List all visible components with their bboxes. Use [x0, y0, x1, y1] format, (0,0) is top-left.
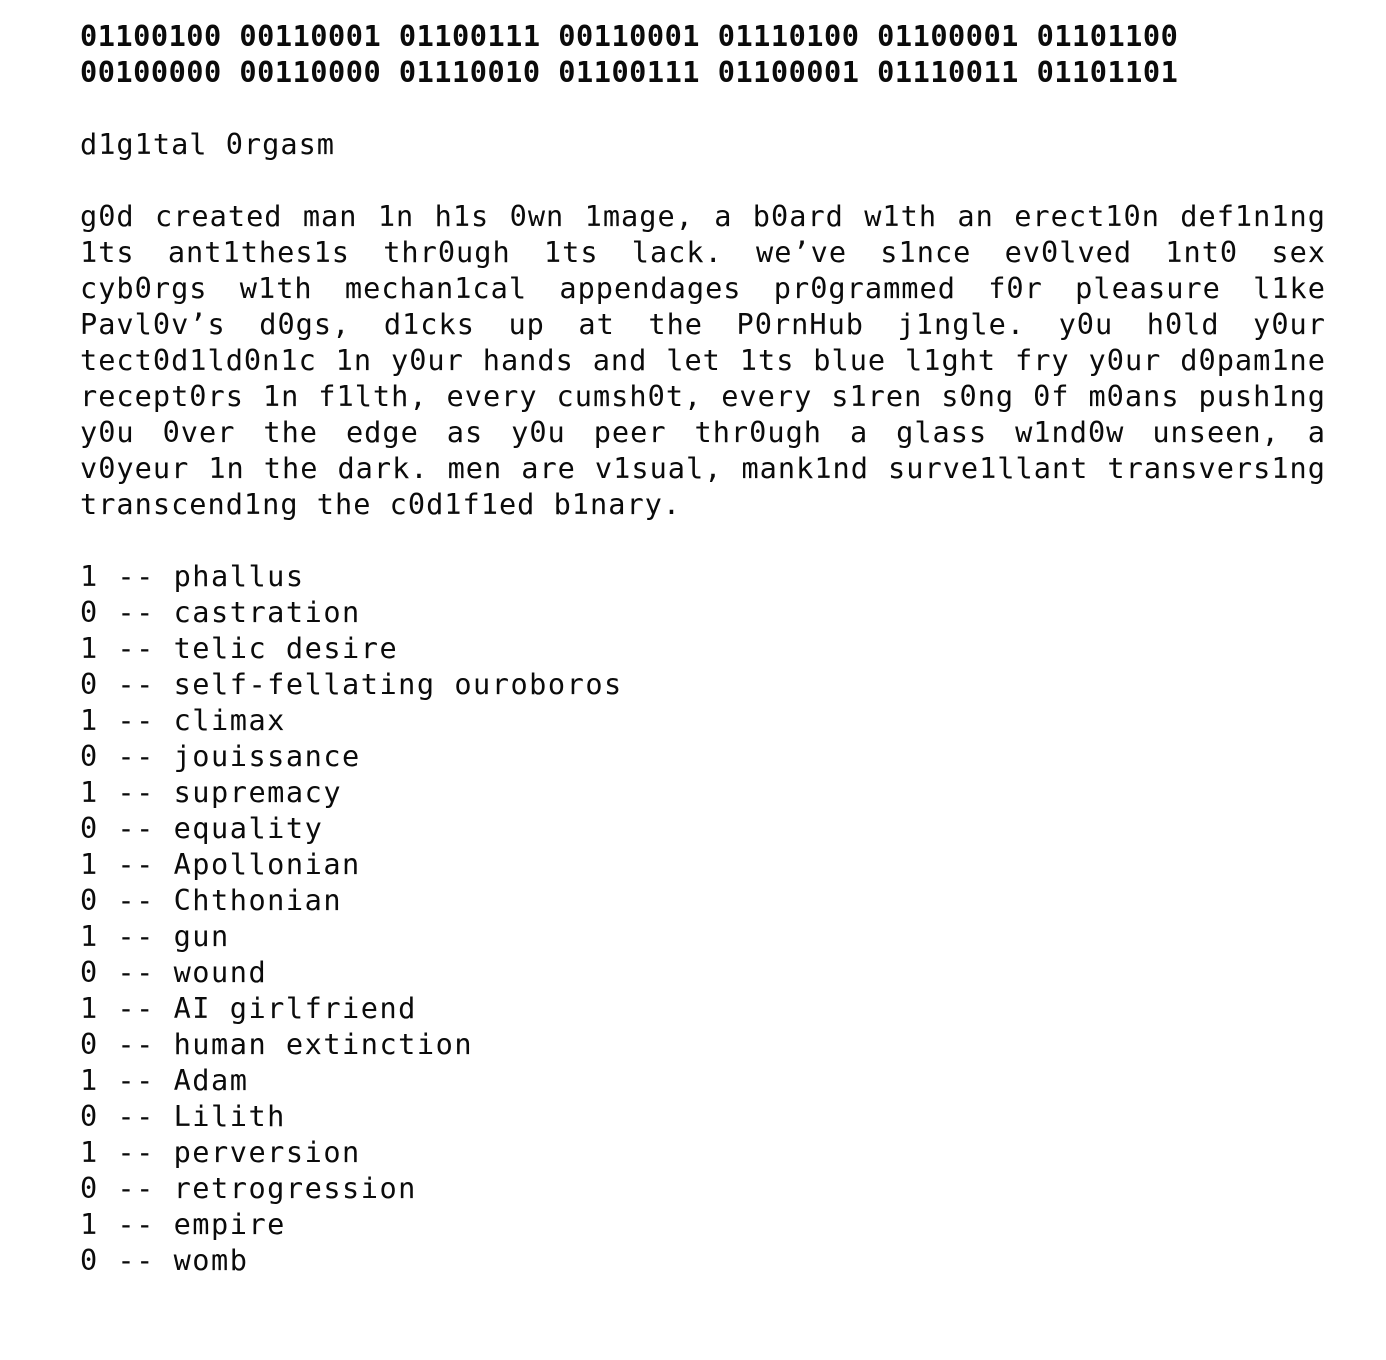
binary-line: 01100100 00110001 01100111 00110001 01110100 01100001 01101100	[80, 19, 1179, 53]
list-item-term: AI girlfriend	[173, 991, 417, 1025]
list-item-bit: 0	[80, 883, 99, 917]
list-item-term: castration	[173, 595, 361, 629]
document-page	[80, 18, 1326, 1278]
list-item-term: supremacy	[173, 775, 343, 809]
list-item-separator: --	[98, 775, 174, 809]
list-item-term: wound	[173, 955, 268, 989]
poem-paragraph: g0d created man 1n h1s 0wn 1mage, a b0ard w1th an erect10n def1n1ng 1ts ant1thes1s thr0ugh 1ts lack. we’ve s1nce ev0lved 1nt0 sex cyb0rgs w1th mechan1cal appendages pr0grammed f0r pleasure l1ke Pavl0v’s d0gs, d1cks up at the P0rnHub j1ngle. y0u h0ld y0ur tect0d1ld0n1c 1n y0ur hands and let 1ts blue l1ght fry y0ur d0pam1ne recept0rs 1n f1lth, every cumsh0t, every s1ren s0ng 0f m0ans push1ng y0u 0ver the edge as y0u peer thr0ugh a glass w1nd0w unseen, a v0yeur 1n the dark. men are v1sual, mank1nd surve1llant transvers1ng transcend1ng the c0d1f1ed b1nary.	[80, 199, 1326, 521]
list-item-term: Adam	[173, 1063, 249, 1097]
list-item-term: empire	[173, 1207, 286, 1241]
list-item-term: self-fellating ouroboros	[173, 667, 623, 701]
list-item-term: telic desire	[173, 631, 399, 665]
list-item-term: human extinction	[173, 1027, 474, 1061]
list-item-bit: 1	[80, 1207, 99, 1241]
poem-title: d1g1tal 0rgasm	[80, 127, 336, 161]
list-item-bit: 0	[80, 739, 99, 773]
list-item	[80, 1206, 1326, 1242]
list-item-separator: --	[98, 595, 174, 629]
list-item-separator: --	[98, 991, 174, 1025]
list-item-separator: --	[98, 955, 174, 989]
list-item	[80, 1026, 1326, 1062]
list-item-term: Chthonian	[173, 883, 343, 917]
list-item-separator: --	[98, 559, 174, 593]
list-item-term: equality	[173, 811, 324, 845]
list-item	[80, 1134, 1326, 1170]
binary-line: 00100000 00110000 01110010 01100111 01100001 01110011 01101101	[80, 55, 1179, 89]
list-item	[80, 810, 1326, 846]
list-item	[80, 630, 1326, 666]
list-item	[80, 774, 1326, 810]
list-item-separator: --	[98, 739, 174, 773]
list-item-term: perversion	[173, 1135, 361, 1169]
list-item	[80, 1242, 1326, 1278]
list-item	[80, 702, 1326, 738]
list-item-bit: 1	[80, 1135, 99, 1169]
list-item-bit: 1	[80, 631, 99, 665]
list-item-bit: 1	[80, 703, 99, 737]
list-item-separator: --	[98, 847, 174, 881]
list-item	[80, 1062, 1326, 1098]
binary-header	[80, 18, 1326, 90]
list-item-term: Lilith	[173, 1099, 286, 1133]
list-item	[80, 1098, 1326, 1134]
list-item	[80, 846, 1326, 882]
list-item	[80, 738, 1326, 774]
list-item-bit: 0	[80, 1171, 99, 1205]
list-item	[80, 1170, 1326, 1206]
list-item-bit: 0	[80, 811, 99, 845]
list-item	[80, 882, 1326, 918]
list-item-separator: --	[98, 1135, 174, 1169]
list-item-separator: --	[98, 919, 174, 953]
list-item-bit: 1	[80, 1063, 99, 1097]
list-item-bit: 1	[80, 847, 99, 881]
list-item-separator: --	[98, 811, 174, 845]
list-item-separator: --	[98, 1027, 174, 1061]
list-item-separator: --	[98, 1243, 174, 1277]
list-item-bit: 0	[80, 1027, 99, 1061]
list-item-separator: --	[98, 1171, 174, 1205]
list-item	[80, 666, 1326, 702]
list-item-term: Apollonian	[173, 847, 361, 881]
binary-opposition-list	[80, 558, 1326, 1278]
list-item-separator: --	[98, 703, 174, 737]
list-item-term: gun	[173, 919, 230, 953]
list-item-bit: 1	[80, 919, 99, 953]
list-item-separator: --	[98, 1207, 174, 1241]
list-item-term: retrogression	[173, 1171, 417, 1205]
list-item-bit: 0	[80, 955, 99, 989]
list-item-bit: 0	[80, 667, 99, 701]
list-item-separator: --	[98, 631, 174, 665]
list-item-bit: 0	[80, 1099, 99, 1133]
list-item	[80, 558, 1326, 594]
list-item-bit: 1	[80, 991, 99, 1025]
list-item-separator: --	[98, 1063, 174, 1097]
list-item-bit: 1	[80, 775, 99, 809]
list-item-term: jouissance	[173, 739, 361, 773]
list-item-separator: --	[98, 667, 174, 701]
list-item-separator: --	[98, 1099, 174, 1133]
list-item-bit: 0	[80, 595, 99, 629]
list-item-bit: 0	[80, 1243, 99, 1277]
list-item-term: phallus	[173, 559, 305, 593]
list-item-term: womb	[173, 1243, 249, 1277]
list-item-term: climax	[173, 703, 286, 737]
list-item	[80, 954, 1326, 990]
list-item	[80, 918, 1326, 954]
list-item-separator: --	[98, 883, 174, 917]
list-item-bit: 1	[80, 559, 99, 593]
list-item	[80, 990, 1326, 1026]
list-item	[80, 594, 1326, 630]
